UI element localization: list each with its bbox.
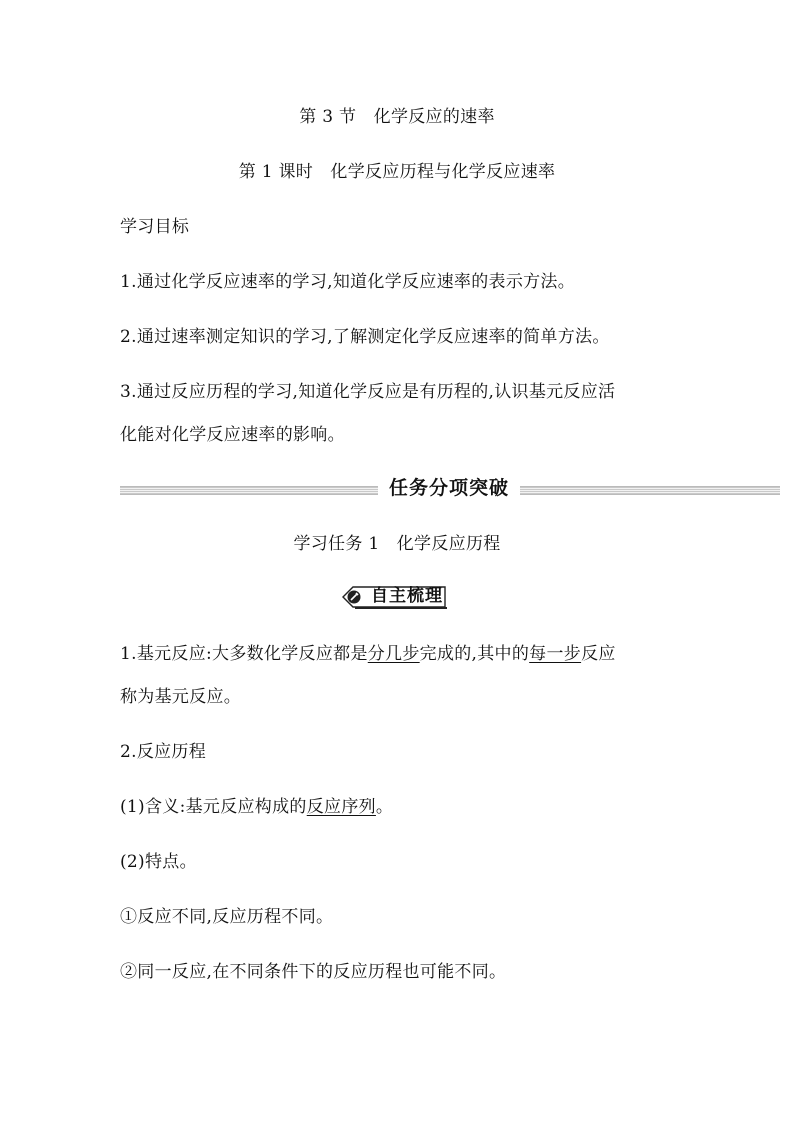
task-title: 学习任务 1 化学反应历程 [293,534,501,554]
objectives-heading: 学习目标 [120,217,190,237]
self-study-tag [341,583,449,611]
paragraph-1-line-2: 称为基元反应。 [120,687,242,707]
banner-title: 任务分项突破 [388,477,509,499]
banner-rule-left [120,486,378,495]
objective-item-1: 1.通过化学反应速率的学习,知道化学反应速率的表示方法。 [120,272,576,292]
paragraph-3 [120,796,393,818]
objective-item-3-line-1: 3.通过反应历程的学习,知道化学反应是有历程的,认识基元反应活 [120,382,616,402]
text-span: 反应 [581,644,616,664]
paragraph-4: (2)特点。 [120,852,197,872]
text-span: (1)含义:基元反应构成的 [120,797,307,817]
objective-item-2: 2.通过速率测定知识的学习,了解测定化学反应速率的简单方法。 [120,327,610,347]
objective-item-3-line-2: 化能对化学反应速率的影响。 [120,425,345,445]
text-span: 完成的,其中的 [419,644,530,664]
paragraph-6: ②同一反应,在不同条件下的反应历程也可能不同。 [120,962,507,982]
paragraph-5: ①反应不同,反应历程不同。 [120,907,334,927]
banner-rule-right [520,486,780,495]
tag-label: 自主梳理 [371,586,443,606]
section-banner [120,474,780,504]
text-span: 1.基元反应:大多数化学反应都是 [120,644,368,664]
section-title: 第 3 节 化学反应的速率 [299,107,495,127]
paragraph-1 [120,643,616,665]
paragraph-2: 2.反应历程 [120,742,207,762]
text-span: 。 [375,797,394,817]
lesson-title: 第 1 课时 化学反应历程与化学反应速率 [238,162,556,182]
answer-underlined: 反应序列 [306,797,376,817]
answer-underlined: 每一步 [529,644,582,664]
answer-underlined: 分几步 [367,644,420,664]
